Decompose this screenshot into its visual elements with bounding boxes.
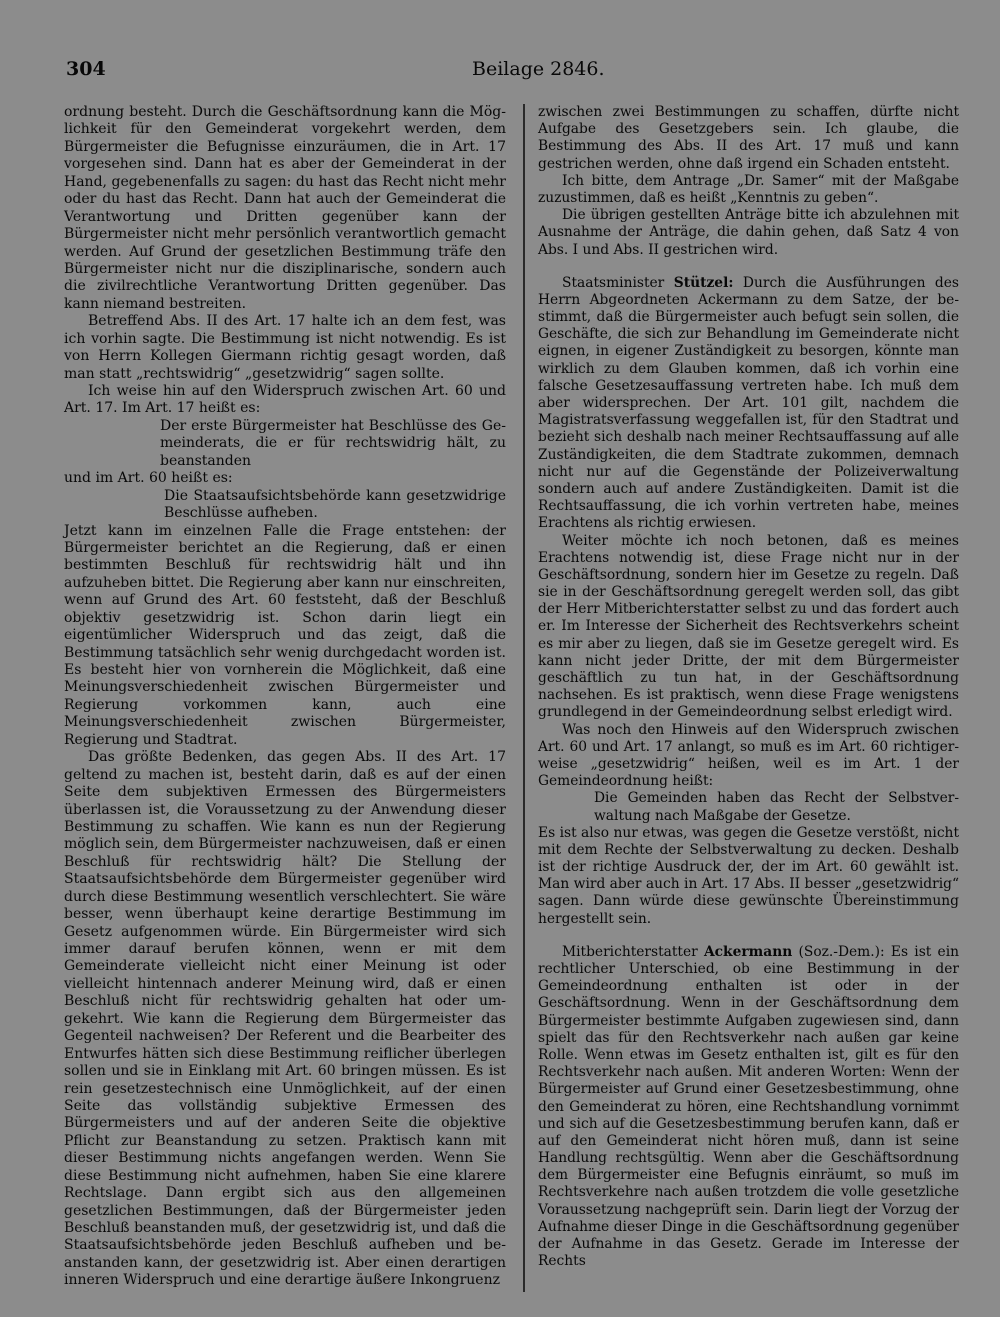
quotation: Der erste Bürgermeister hat Beschlüsse des Gemeinderats, die er für rechtswidrig hält, zu beanstanden bbox=[160, 417, 506, 469]
quotation: Die Staatsaufsichtsbehörde kann gesetzwidrige Beschlüsse aufheben. bbox=[164, 487, 506, 522]
speech-paragraph bbox=[538, 275, 959, 533]
spacer bbox=[538, 259, 959, 275]
speaker-name: Stützel: bbox=[673, 274, 734, 291]
paragraph: ordnung besteht. Durch die Geschäftsordnung kann die Möglichkeit für den Gemeinderat vorgekehrt werden, dem Bürgermeister die Befugnisse einzuräumen, die in Art. 17 vorgesehen sind. Dann hat es aber der Gemeinderat in der Hand, gegebenenfalls zu sagen: du hast das Recht nicht mehr oder du hast das Recht. Dann hat auch der Gemeinderat die Verantwortung und Dritten gegenüber kann der Bürgermeister nicht mehr persönlich verantwortlich gemacht werden. Auf Grund der gesetzlichen Bestimmung träfe den Bürgermeister nicht nur die disziplinarische, sondern auch die zivilrechtliche Verantwortung Dritten gegenüber. Das kann niemand bestreiten. bbox=[64, 104, 506, 312]
paragraph: zwischen zwei Bestimmungen zu schaffen, dürfte nicht Aufgabe des Gesetzgebers sein. Ich glaube, die Bestimmung des Abs. II des Art. 17 muß und kann gestrichen werden, ohne daß irgend ein Schaden entsteht. bbox=[538, 104, 959, 172]
paragraph: Was noch den Hinweis auf den Widerspruch zwischen Art. 60 und Art. 17 anlangt, so muß es im Art. 60 richtigerweise „gesetzwidrig“ heißen, weil es im Art. 1 der Gemeindeordnung heißt: bbox=[538, 721, 959, 790]
paragraph: Es ist also nur etwas, was gegen die Gesetze verstößt, nicht mit dem Rechte der Selbstverwaltung zu decken. Deshalb ist der richtige Ausdruck der, der im Art. 60 gewählt ist. Man wird aber auch in Art. 17 Abs. II besser „gesetzwidrig“ sagen. Dann würde diese gewünschte Übereinstimmung hergestellt sein. bbox=[538, 824, 959, 927]
left-column bbox=[64, 104, 506, 1290]
speech-paragraph bbox=[538, 944, 959, 1271]
spacer bbox=[538, 928, 959, 944]
quotation: Die Gemeinden haben das Recht der Selbstverwaltung nach Maßgabe der Gesetze. bbox=[594, 790, 959, 824]
speech-text: Durch die Ausführungen des Herrn Abgeordneten Ackermann zu dem Satze, der bestimmt, daß die Bürgermeister auch befugt sein sollen, die Geschäfte, die sich zur Behandlung im Gemeinderate nicht eignen, in eigener Zuständigkeit zu besorgen, könnte man wirklich zu dem Glauben kommen, daß ich vorhin eine falsche Gesetzesauffassung vertreten habe. Ich muß dem aber widersprechen. Der Art. 101 gilt, nachdem die Magistratsverfassung weggefallen ist, für den Stadtrat und bezieht sich deshalb nach meiner Rechtsauffassung auf alle Zuständigkeiten, die dem Stadtrate zukommen, demnach nicht nur auf die Gegenstände der Polizeiverwaltung sondern auch auf andere Zuständigkeiten. Damit ist die Rechtsauffassung, die ich vorhin vertreten habe, meines Erachtens als richtig erwiesen. bbox=[538, 274, 959, 532]
column-divider bbox=[523, 104, 525, 1292]
paragraph: Ich bitte, dem Antrage „Dr. Samer“ mit der Maßgabe zuzustimmen, daß es heißt „Kenntnis zu geben“. bbox=[538, 172, 959, 206]
paragraph: Das größte Bedenken, das gegen Abs. II des Art. 17 geltend zu machen ist, besteht darin, daß es auf der einen Seite dem subjektiven Ermessen des Bürgermeisters überlassen ist, die Voraussetzung zu der Anwendung dieser Bestimmung zu schaffen. Wie kann es nun der Regierung möglich sein, dem Bürgermeister nachzuweisen, daß er einen Beschluß für rechtswidrig hält? Die Stellung der Staatsaufsichtsbehörde dem Bürgermeister gegenüber wird durch diese Bestimmung wesentlich verschlechtert. Sie wäre besser, wenn überhaupt keine derartige Bestimmung im Gesetz aufgenommen würde. Ein Bürgermeister wird sich immer darauf berufen können, wenn er mit dem Gemeinderate vielleicht nicht einer Meinung ist oder vielleicht hintennach anderer Meinung wird, daß er einen Beschluß nicht für rechtswidrig gehalten hat oder umgekehrt. Wie kann die Regierung dem Bürgermeister das Gegenteil nachweisen? Der Referent und die Bearbeiter des Entwurfes hätten sich diese Bestimmung reiflicher überlegen sollen und sie in Einklang mit Art. 60 bringen müssen. Es ist rein gesetzestechnisch eine Unmöglichkeit, auf der einen Seite das vollständig subjektive Ermessen des Bürgermeisters und auf der anderen Seite die objektive Pflicht zur Beanstandung zu setzen. Praktisch kann mit dieser Bestimmung nichts angefangen werden. Wenn Sie diese Bestimmung nicht aufnehmen, haben Sie eine klarere Rechtslage. Dann ergibt sich aus den allgemeinen gesetzlichen Bestimmungen, daß der Bürgermeister jeden Beschluß beanstanden muß, der gesetzwidrig ist, und daß die Staatsaufsichtsbehörde jeden Beschluß aufheben und beanstanden kann, der gesetzwidrig ist. Aber einen derartigen inneren Widerspruch und eine derartige äußere Inkongruenz bbox=[64, 749, 506, 1289]
speaker-title: Staatsminister bbox=[562, 274, 665, 291]
speech-text: Es ist ein rechtlicher Unterschied, ob eine Bestimmung in der Gemeindeordnung enthalten ist oder in der Geschäftsordnung. Wenn in der Geschäftsordnung dem Bürgermeister bestimmte Aufgaben zugewiesen sind, dann spielt das für den Rechtsverkehr nach außen gar keine Rolle. Wenn etwas im Gesetz enthalten ist, gilt es für den Rechtsverkehr nach außen. Mit anderen Worten: Wenn der Bürgermeister auf Grund einer Gesetzesbestimmung, ohne den Gemeinderat zu hören, eine Rechtshandlung vornimmt und sich auf die Gesetzesbestimmung berufen kann, daß er auf den Gemeinderat nicht hören muß, dann ist seine Handlung rechtsgültig. Wenn aber die Geschäftsordnung dem Bürgermeister eine Befugnis einräumt, so muß im Rechtsverkehre nach außen trotzdem die volle gesetzliche Voraussetzung nachgeprüft sein. Darin liegt der Vorzug der Aufnahme dieser Dinge in die Geschäftsordnung gegenüber der Aufnahme in das Gesetz. Gerade im Interesse der Rechts bbox=[538, 943, 960, 1270]
right-column bbox=[538, 104, 959, 1270]
paragraph: und im Art. 60 heißt es: bbox=[64, 470, 233, 487]
paragraph: Weiter möchte ich noch betonen, daß es meines Erachtens notwendig ist, diese Frage nicht nur in der Geschäftsordnung, sondern hier im Gesetze zu regeln. Daß sie in der Geschäftsordnung geregelt werden soll, das gibt der Herr Mitberichterstatter selbst zu und das fordert auch er. Im Interesse der Sicherheit des Rechtsverkehrs scheint es mir aber zu liegen, daß sie im Gesetze geregelt wird. Es kann nicht jeder Dritte, der mit dem Bürgermeister geschäftlich zu tun hat, in der Geschäftsordnung nachsehen. Es ist praktisch, wenn diese Frage wenigstens grundlegend in der Gemeindeordnung selbst erledigt wird. bbox=[538, 532, 959, 721]
speaker-title: Mitberichterstatter bbox=[562, 943, 698, 960]
page-number: 304 bbox=[66, 58, 106, 80]
paragraph: Ich weise hin auf den Widerspruch zwischen Art. 60 und Art. 17. Im Art. 17 heißt es: bbox=[64, 383, 506, 417]
page-header-title: Beilage 2846. bbox=[472, 58, 605, 80]
speaker-party: (Soz.-Dem.): bbox=[798, 943, 885, 960]
paragraph: Die übrigen gestellten Anträge bitte ich abzulehnen mit Ausnahme der Anträge, die dahin gehen, daß Satz 4 von Abs. I und Abs. II gestrichen wird. bbox=[538, 207, 959, 258]
speaker-name: Ackermann bbox=[703, 943, 793, 960]
paragraph: Betreffend Abs. II des Art. 17 halte ich an dem fest, was ich vorhin sagte. Die Bestimmung ist nicht notwendig. Es ist von Herrn Kollegen Giermann richtig gesagt worden, daß man statt „rechtswidrig“ „gesetzwidrig“ sagen sollte. bbox=[64, 313, 506, 382]
paragraph: Jetzt kann im einzelnen Falle die Frage entstehen: der Bürgermeister berichtet an die Regierung, daß er einen bestimmten Beschluß für rechtswidrig hält und ihn aufzuheben bittet. Die Regierung aber kann nur einschreiten, wenn auf Grund des Art. 60 feststeht, daß der Beschluß objektiv gesetzwidrig ist. Schon darin liegt ein eigentümlicher Widerspruch und das zeigt, daß die Bestimmung tatsächlich sehr wenig durchgedacht worden ist. Es besteht hier von vornherein die Möglichkeit, daß eine Meinungsverschiedenheit zwischen Bürgermeister und Regierung vorkommen kann, auch eine Meinungsverschiedenheit zwischen Bürgermeister, Regierung und Stadtrat. bbox=[64, 522, 506, 748]
